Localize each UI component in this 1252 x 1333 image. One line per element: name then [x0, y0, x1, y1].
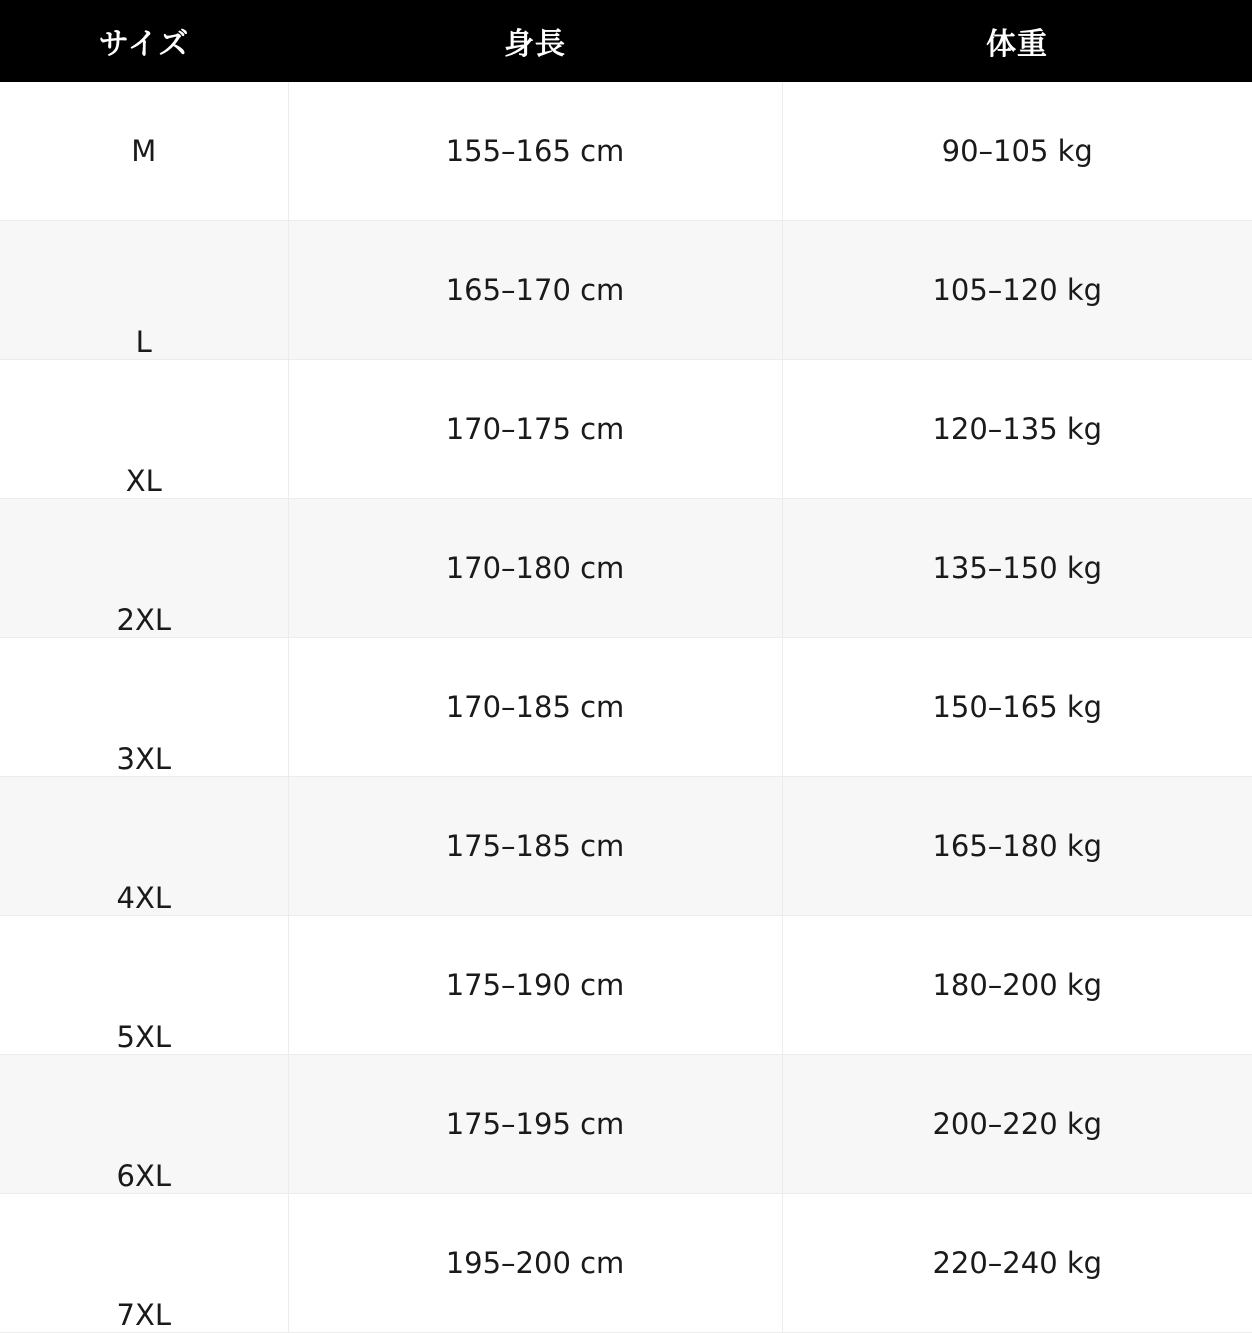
table-row — [0, 499, 1252, 638]
column-header-height: 身長 — [288, 0, 782, 82]
cell-size: 3XL — [0, 638, 288, 777]
cell-weight: 220–240 kg — [782, 1194, 1252, 1333]
cell-height: 155–165 cm — [288, 82, 782, 221]
table-row — [0, 638, 1252, 777]
table-row — [0, 221, 1252, 360]
cell-weight: 90–105 kg — [782, 82, 1252, 221]
table-row — [0, 360, 1252, 499]
cell-size: 6XL — [0, 1055, 288, 1194]
cell-height: 170–175 cm — [288, 360, 782, 499]
column-header-weight: 体重 — [782, 0, 1252, 82]
cell-weight: 200–220 kg — [782, 1055, 1252, 1194]
cell-size: 7XL — [0, 1194, 288, 1333]
cell-weight: 165–180 kg — [782, 777, 1252, 916]
cell-weight: 135–150 kg — [782, 499, 1252, 638]
cell-weight: 150–165 kg — [782, 638, 1252, 777]
cell-height: 170–180 cm — [288, 499, 782, 638]
table-header-row — [0, 0, 1252, 82]
cell-height: 175–185 cm — [288, 777, 782, 916]
table-row — [0, 916, 1252, 1055]
cell-height: 175–190 cm — [288, 916, 782, 1055]
cell-height: 195–200 cm — [288, 1194, 782, 1333]
cell-height: 170–185 cm — [288, 638, 782, 777]
cell-size: M — [0, 82, 288, 221]
cell-weight: 180–200 kg — [782, 916, 1252, 1055]
cell-weight: 120–135 kg — [782, 360, 1252, 499]
cell-size: 4XL — [0, 777, 288, 916]
cell-height: 165–170 cm — [288, 221, 782, 360]
cell-weight: 105–120 kg — [782, 221, 1252, 360]
cell-size: L — [0, 221, 288, 360]
column-header-size: サイズ — [0, 0, 288, 82]
table-body — [0, 82, 1252, 1333]
table-row — [0, 82, 1252, 221]
table-header — [0, 0, 1252, 82]
cell-height: 175–195 cm — [288, 1055, 782, 1194]
table-row — [0, 777, 1252, 916]
cell-size: 5XL — [0, 916, 288, 1055]
cell-size: XL — [0, 360, 288, 499]
table-row — [0, 1194, 1252, 1333]
table-row — [0, 1055, 1252, 1194]
cell-size: 2XL — [0, 499, 288, 638]
